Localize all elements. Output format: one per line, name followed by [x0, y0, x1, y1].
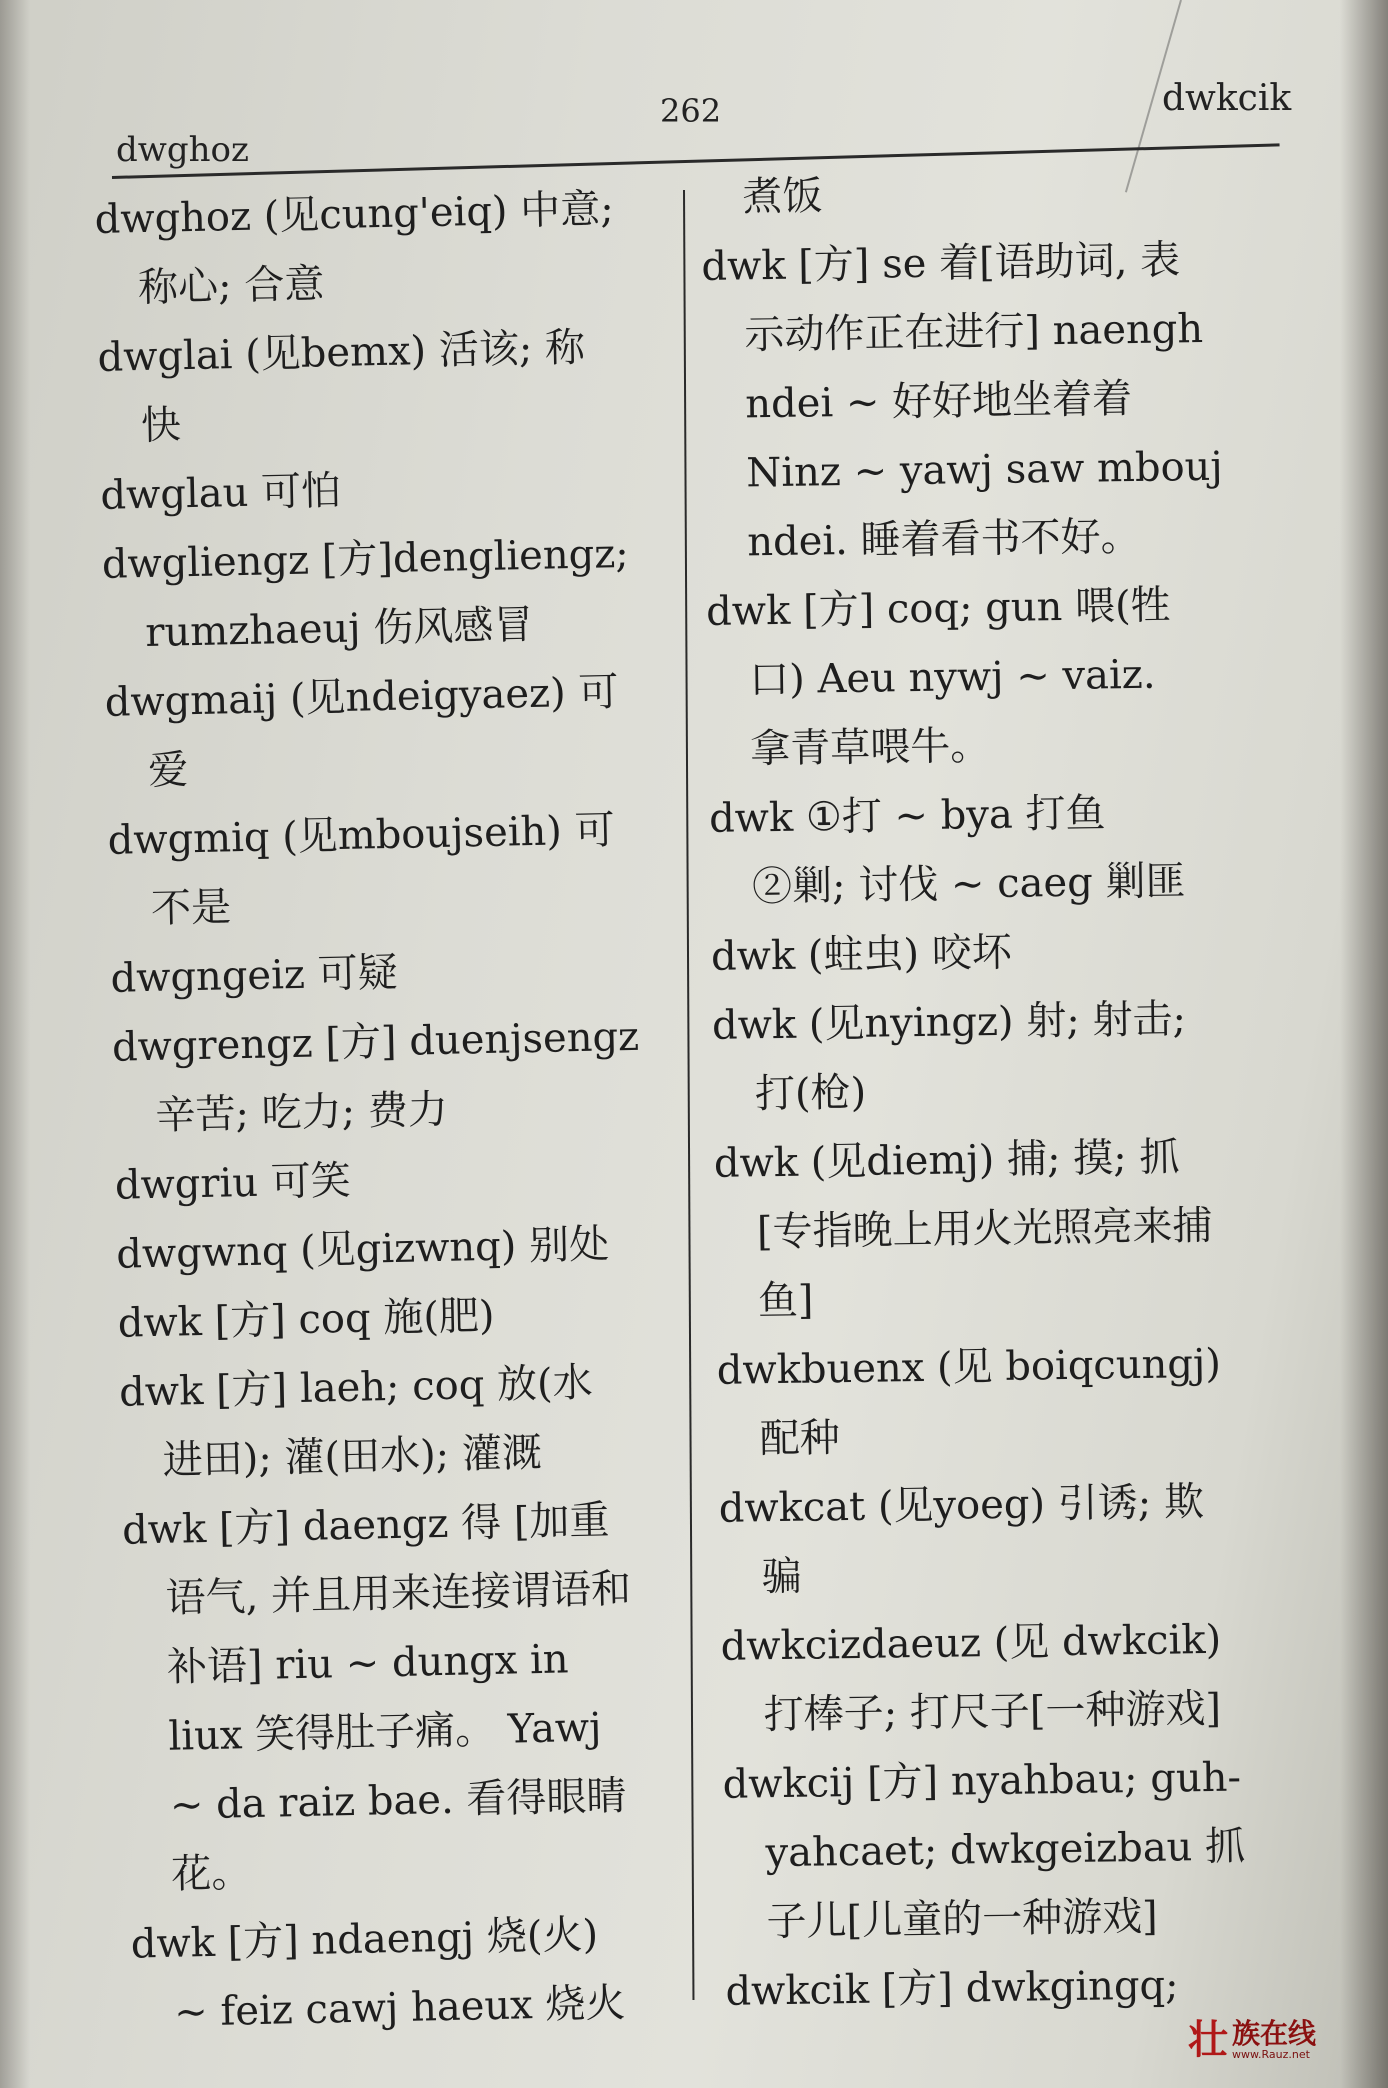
entry-headword-line: dwghoz (见cung'eiq) 中意; — [94, 186, 615, 243]
entry-headword-line: dwk (蛀虫) 咬坏 — [710, 929, 1013, 980]
watermark-logo — [1188, 2016, 1366, 2064]
entry-headword-line: dwgmaij (见ndeigyaez) 可 — [104, 669, 619, 726]
watermark-name: 族在线 — [1232, 2017, 1317, 2050]
entry-continuation-line: 快 — [140, 402, 182, 450]
entry-continuation-line: 子儿[儿童的一种游戏] — [766, 1893, 1159, 1946]
entry-continuation-line: ②剿; 讨伐 ~ caeg 剿匪 — [751, 858, 1186, 911]
entry-continuation-line: 打(枪) — [754, 1069, 867, 1118]
entry-headword-line: dwkcij [方] nyahbau; guh- — [722, 1754, 1242, 1808]
entry-continuation-line: rumzhaeuj 伤风感冒 — [144, 601, 534, 657]
entry-continuation-line: ~ da raiz bae. 看得眼睛 — [169, 1773, 627, 1829]
entry-continuation-line: 鱼] — [757, 1277, 814, 1325]
entry-continuation-line: Ninz ~ yawj saw mbouj — [746, 443, 1224, 497]
entry-headword-line: dwgrengz [方] duenjsengz — [111, 1013, 640, 1071]
entry-continuation-line: 不是 — [150, 884, 232, 932]
entry-headword-line: dwgriu 可笑 — [114, 1157, 352, 1209]
entry-continuation-line: ~ feiz cawj haeux 烧火 — [173, 1980, 626, 2036]
entry-headword-line: dwglau 可怕 — [100, 467, 342, 519]
entry-continuation-line: 进田); 灌(田水); 灌溉 — [162, 1429, 543, 1484]
entry-headword-line: dwkcik [方] dwkgingq; — [725, 1962, 1179, 2015]
watermark-mark: 壮 — [1188, 2017, 1228, 2063]
entry-continuation-line: yahcaet; dwkgeizbau 抓 — [765, 1823, 1246, 1877]
entry-headword-line: dwkcat (见yoeg) 引诱; 欺 — [718, 1479, 1205, 1532]
entry-continuation-line: 骗 — [761, 1553, 803, 1601]
entry-headword-line: dwk (见diemj) 捕; 摸; 抓 — [713, 1134, 1180, 1187]
entry-headword-line: dwkbuenx (见 boiqcungj) — [716, 1340, 1222, 1394]
guide-word-right: dwkcik — [1162, 78, 1292, 119]
entry-continuation-line: ndei. 睡着看书不好。 — [746, 513, 1141, 566]
entry-headword-line: dwglai (见bemx) 活该; 称 — [97, 324, 586, 381]
entry-headword-line: dwgwnq (见gizwnq) 别处 — [115, 1221, 610, 1278]
watermark-url: www.Rauz.net — [1232, 2048, 1310, 2061]
entry-headword-line: dwk [方] se 着[语助词, 表 — [701, 237, 1181, 290]
entry-headword-line: dwk [方] coq; gun 喂(牲 — [705, 582, 1171, 635]
entry-continuation-line: 配种 — [759, 1415, 841, 1463]
left-column — [94, 174, 723, 2049]
entry-continuation-line: 爱 — [147, 747, 189, 794]
entry-headword-line: dwgliengz [方]dengliengz; — [101, 530, 630, 588]
entry-continuation-line: 拿青草喂牛。 — [749, 723, 991, 773]
entry-continuation-line: 打棒子; 打尺子[一种游戏] — [763, 1685, 1222, 1739]
page-shadow-right — [1340, 0, 1388, 2088]
entry-headword-line: dwgngeiz 可疑 — [110, 949, 399, 1002]
entry-headword-line: dwgmiq (见mboujseih) 可 — [107, 807, 616, 864]
entry-continuation-line: 补语] riu ~ dungx in — [166, 1636, 569, 1691]
entry-continuation-line: 煮饭 — [742, 173, 823, 221]
page-shadow-left — [0, 0, 30, 2088]
entry-continuation-line: 示动作正在进行] naengh — [744, 305, 1204, 359]
entry-continuation-line: 口) Aeu nywj ~ vaiz. — [748, 651, 1156, 704]
entry-headword-line: dwk ①打 ~ bya 打鱼 — [708, 790, 1106, 842]
right-column — [700, 156, 1316, 2027]
entry-continuation-line: liux 笑得肚子痛。 Yawj — [168, 1704, 603, 1760]
entry-headword-line: dwk [方] ndaengj 烧(火) — [130, 1911, 599, 1968]
entry-continuation-line: ndei ~ 好好地坐着着 — [745, 375, 1133, 428]
entry-headword-line: dwk [方] daengz 得 [加重 — [121, 1497, 610, 1554]
entry-headword-line: dwk [方] laeh; coq 放(水 — [118, 1359, 594, 1416]
guide-word-left: dwghoz — [116, 130, 249, 170]
entry-headword-line: dwkcizdaeuz (见 dwkcik) — [720, 1616, 1222, 1670]
entry-continuation-line: 辛苦; 吃力; 费力 — [155, 1086, 449, 1139]
entry-headword-line: dwk (见nyingz) 射; 射击; — [711, 996, 1187, 1049]
entry-continuation-line: 语气, 并且用来连接谓语和 — [165, 1566, 632, 1622]
entry-continuation-line: 称心; 合意 — [137, 261, 325, 312]
entry-headword-line: dwk [方] coq 施(肥) — [117, 1292, 495, 1347]
entry-continuation-line: [专指晚上用火光照亮来捕 — [756, 1202, 1213, 1256]
page-number: 262 — [660, 92, 722, 130]
entry-continuation-line: 花。 — [170, 1850, 252, 1898]
